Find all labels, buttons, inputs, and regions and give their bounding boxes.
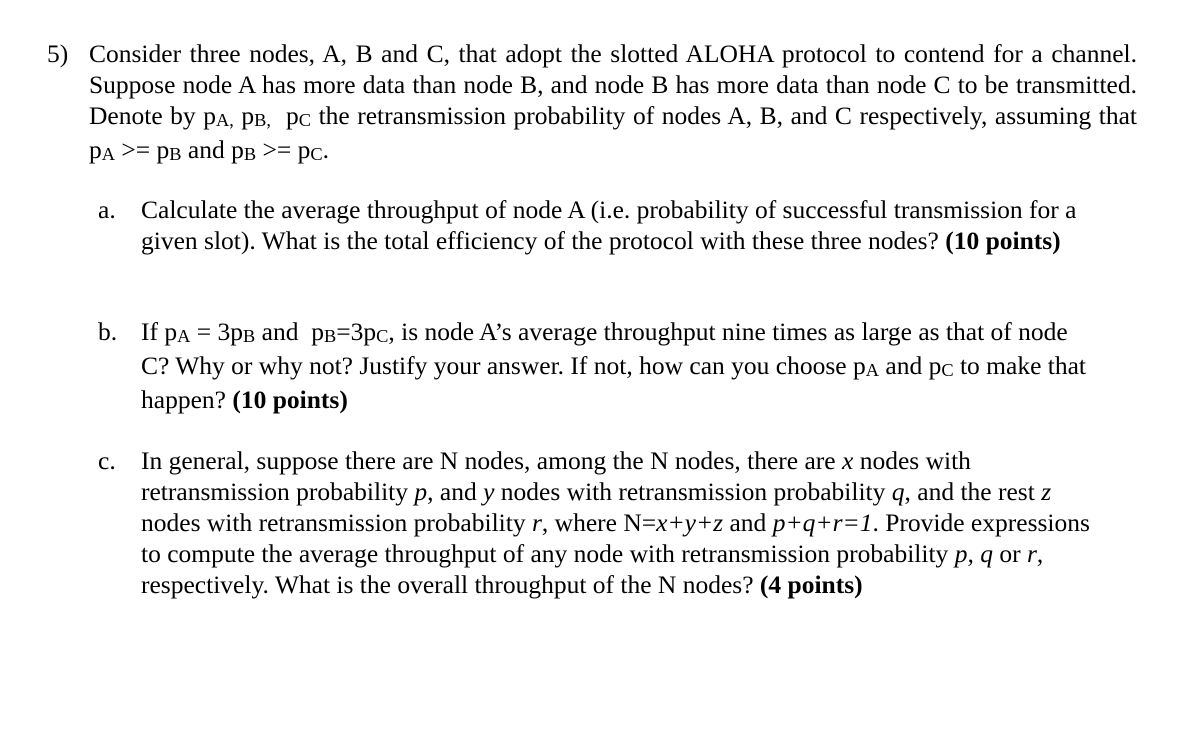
part-c-text: In general, suppose there are N nodes, among the N nodes, there are — [141, 446, 842, 475]
part-c-text: nodes with retransmission probability — [141, 508, 532, 537]
question-number: 5) — [47, 39, 69, 68]
part-c-points: (4 points) — [759, 570, 863, 599]
part-b-condition: pA = 3pB and pB=3pC, — [164, 317, 395, 347]
question-5 — [47, 38, 1137, 168]
part-c — [98, 445, 1098, 600]
part-b-prefix: If — [141, 317, 165, 346]
part-b-text: is node A’s average throughput nine times as large as that of node C? Why or why not? Justify your answer. If not, how can you choose — [141, 317, 1068, 380]
var-p: p — [414, 477, 428, 506]
part-b-suffix: to make that happen? — [141, 351, 1086, 414]
var-x: x — [842, 446, 854, 475]
part-c-text: or — [992, 539, 1027, 568]
equation-xyz: x+y+z — [656, 508, 724, 537]
intro-symbols: pA, pB, pC — [203, 101, 312, 131]
var-z: z — [1041, 477, 1052, 506]
part-c-text: nodes with retransmission probability — [494, 477, 892, 506]
part-c-text: , respectively. What is the overall throughput of the N nodes? — [141, 539, 1044, 599]
intro-text-1: Consider three nodes, A, B and C, that adopt the slotted ALOHA protocol to contend for a channel. Suppose node A has more data than node B, and node B has more data than node C to be transmitted. Denote by — [89, 39, 1137, 130]
part-c-text: . Provide expressions to compute the average throughput of any node with retransmission probability — [141, 508, 1090, 568]
part-b-choose: pA and pC — [852, 351, 954, 381]
intro-text-2: the retransmission probability of nodes A, B, and C respectively, assuming that — [311, 101, 1138, 130]
part-b-label: b. — [98, 317, 118, 346]
part-c-text: , and — [427, 477, 484, 506]
part-c-text: , where N= — [541, 508, 657, 537]
var-y: y — [483, 477, 495, 506]
intro-condition: pA >= pB and pB >= pC. — [89, 135, 329, 165]
part-a-label: a. — [98, 195, 116, 224]
var-q: q — [891, 477, 905, 506]
part-b-points: (10 points) — [232, 385, 348, 414]
part-c-text: nodes with retransmission probability — [141, 446, 971, 506]
part-c-label: c. — [98, 446, 116, 475]
part-a-points: (10 points) — [945, 226, 1061, 255]
part-c-body — [141, 445, 1091, 600]
var-r: r — [1026, 539, 1037, 568]
equation-pqr: p+q+r=1 — [772, 508, 873, 537]
part-b-body — [141, 316, 1091, 415]
var-r: r — [531, 508, 542, 537]
part-b — [98, 316, 1098, 415]
part-a-text: Calculate the average throughput of node A (i.e. probability of successful transmission for a given slot). What is the total efficiency of the protocol with these three nodes? — [141, 195, 1077, 255]
part-a — [98, 194, 1098, 256]
question-intro — [89, 38, 1137, 168]
vars-p-q: p, q — [954, 539, 993, 568]
part-a-body — [141, 194, 1091, 256]
part-c-text: and — [723, 508, 773, 537]
part-c-text: , and the rest — [904, 477, 1042, 506]
